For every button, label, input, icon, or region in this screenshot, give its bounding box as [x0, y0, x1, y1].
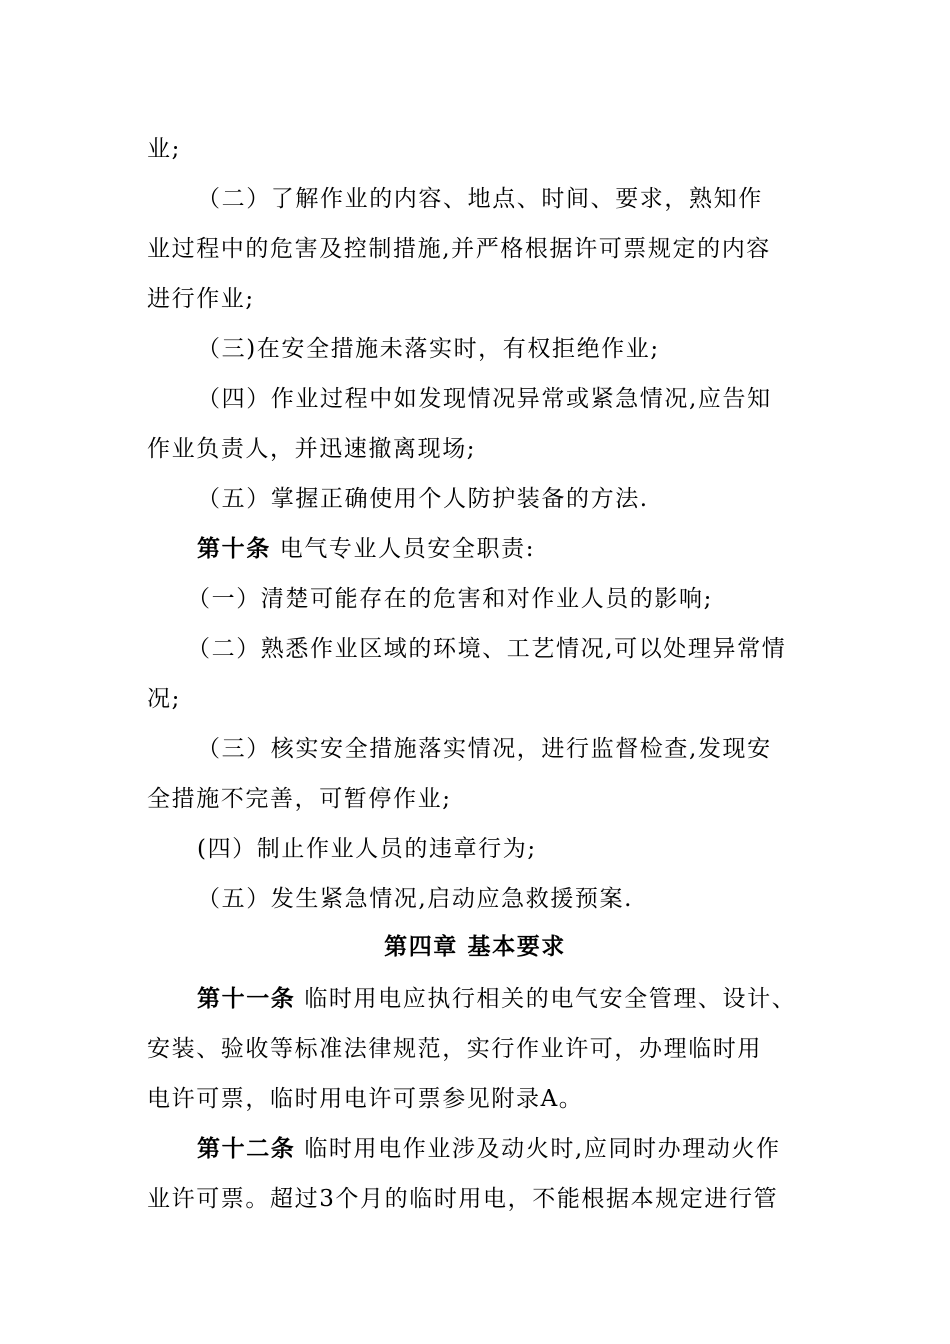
text-line: （一）清楚可能存在的危害和对作业人员的影响; [187, 586, 713, 612]
text-line: （五）发生紧急情况,启动应急救援预案. [197, 886, 634, 912]
text-line: 况; [147, 686, 181, 712]
text-line: 安装、验收等标准法律规范，实行作业许可，办理临时用 [147, 1036, 762, 1062]
article-label: 第十一条 [197, 986, 296, 1012]
text-line: （二）了解作业的内容、地点、时间、要求，熟知作 [197, 186, 763, 212]
article-label: 第十二条 [197, 1136, 296, 1162]
text-line: 进行作业; [147, 286, 255, 312]
article-12-line [197, 1134, 781, 1164]
text-line: 业许可票。超过3个月的临时用电，不能根据本规定进行管 [147, 1186, 779, 1212]
text-line: （四）作业过程中如发现情况异常或紧急情况,应告知 [197, 386, 772, 412]
text-line: （三)在安全措施未落实时，有权拒绝作业; [197, 336, 660, 362]
article-text: 临时用电应执行相关的电气安全管理、设计、 [304, 986, 797, 1012]
text-line: (四）制止作业人员的违章行为; [197, 836, 537, 862]
text-line: 全措施不完善，可暂停作业; [147, 786, 452, 812]
article-text: 电气专业人员安全职责: [279, 536, 536, 562]
text-line: （五）掌握正确使用个人防护装备的方法. [197, 486, 649, 512]
text-line: 作业负责人，并迅速撤离现场; [147, 436, 477, 462]
text-line: 业过程中的危害及控制措施,并严格根据许可票规定的内容 [147, 236, 771, 262]
article-text: 临时用电作业涉及动火时,应同时办理动火作 [304, 1136, 781, 1162]
article-11-line [197, 984, 796, 1014]
article-10-line [197, 534, 535, 564]
text-line: 电许可票，临时用电许可票参见附录A。 [147, 1086, 584, 1112]
text-line: （三）核实安全措施落实情况，进行监督检查,发现安 [197, 736, 772, 762]
article-label: 第十条 [197, 536, 271, 562]
chapter-heading: 第四章 基本要求 [384, 934, 566, 960]
text-line: （二）熟悉作业区域的环境、工艺情况,可以处理异常情 [187, 636, 787, 662]
text-line: 业; [147, 136, 181, 162]
